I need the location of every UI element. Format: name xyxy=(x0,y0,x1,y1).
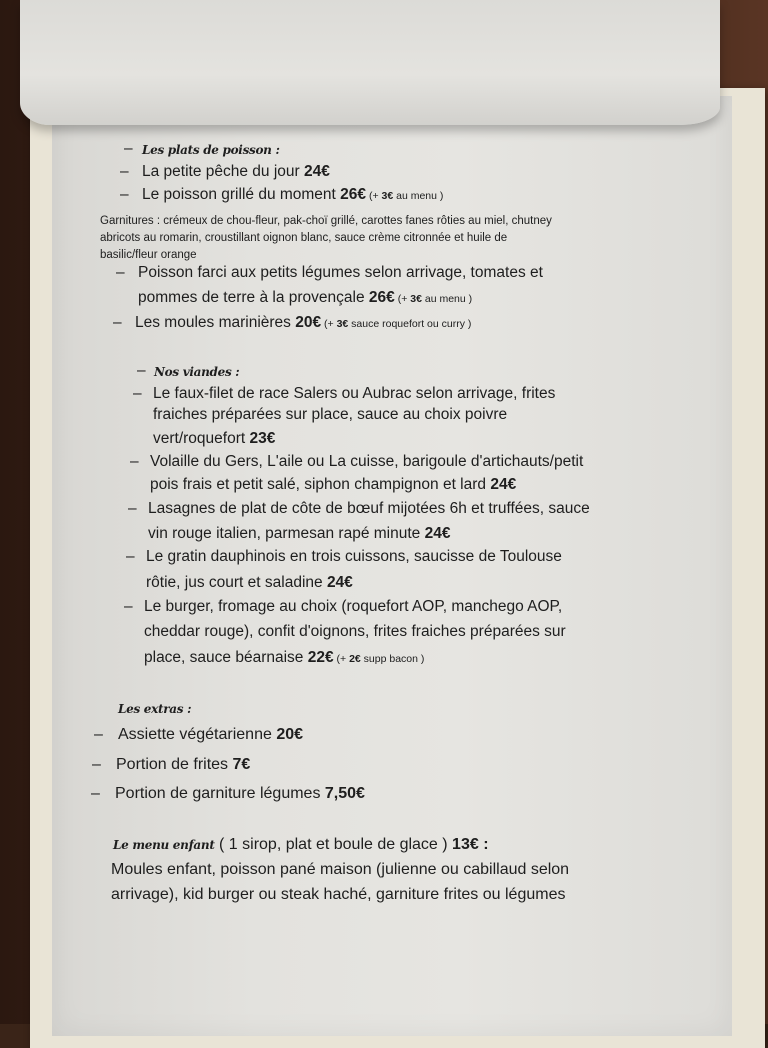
meat-item-3-line-2: vin rouge italien, parmesan rapé minute 24€ xyxy=(148,525,451,542)
item-dash: – xyxy=(92,756,101,773)
price: 20€ xyxy=(295,314,322,331)
meat-item-3-line-1: Lasagnes de plat de côte de bœuf mijotées 6h et truffées, sauce xyxy=(148,500,590,517)
meat-item-1-line-1: Le faux-filet de race Salers ou Aubrac selon arrivage, frites xyxy=(153,385,556,402)
kids-menu-line-1: Moules enfant, poisson pané maison (julienne ou cabillaud selon xyxy=(111,861,570,878)
meat-item-5-line-2: cheddar rouge), confit d'oignons, frites fraiches préparées sur xyxy=(144,623,566,640)
price: 22€ xyxy=(307,649,334,666)
meat-item-1-line-2: fraiches préparées sur place, sauce au choix poivre xyxy=(153,406,508,423)
price: 20€ xyxy=(276,726,304,743)
extra-item-1: Assiette végétarienne 20€ xyxy=(118,726,304,743)
kids-section-title: Le menu enfant xyxy=(113,838,215,852)
fish-item-3-line-1: Poisson farci aux petits légumes selon arrivage, tomates et xyxy=(138,264,543,281)
meat-section-title: Nos viandes : xyxy=(154,365,240,379)
garnish-line-1: Garnitures : crémeux de chou-fleur, pak-choï grillé, carottes fanes rôties au miel, chutney xyxy=(100,215,552,227)
item-dash: – xyxy=(130,453,139,470)
fish-item-1: La petite pêche du jour 24€ xyxy=(142,163,330,180)
section-dash: – xyxy=(137,362,146,379)
fish-item-3-line-2: pommes de terre à la provençale 26€ (+ 3€ au menu ) xyxy=(138,289,473,306)
price: 24€ xyxy=(326,574,353,591)
extra-item-2: Portion de frites 7€ xyxy=(116,756,251,773)
kids-menu-header: Le menu enfant ( 1 sirop, plat et boule de glace ) 13€ : xyxy=(113,836,489,853)
price: 7€ xyxy=(232,756,251,773)
price: 23€ xyxy=(249,430,276,447)
garnish-line-3: basilic/fleur orange xyxy=(100,249,197,261)
item-dash: – xyxy=(91,785,100,802)
item-dash: – xyxy=(113,314,122,331)
section-dash: – xyxy=(124,140,133,157)
meat-item-5-line-3: place, sauce béarnaise 22€ (+ 2€ supp bacon ) xyxy=(144,649,425,666)
price: 26€ xyxy=(368,289,395,306)
meat-item-4-line-1: Le gratin dauphinois en trois cuissons, saucisse de Toulouse xyxy=(146,548,562,565)
item-dash: – xyxy=(120,163,129,180)
meat-item-4-line-2: rôtie, jus court et saladine 24€ xyxy=(146,574,353,591)
price: 24€ xyxy=(304,163,330,180)
item-dash: – xyxy=(126,548,135,565)
price: 24€ xyxy=(490,476,517,493)
fish-section-title: Les plats de poisson : xyxy=(142,143,280,157)
garnish-line-2: abricots au romarin, croustillant oignon blanc, sauce crème citronnée et huile de xyxy=(100,232,508,244)
price: 26€ xyxy=(340,186,367,203)
item-dash: – xyxy=(94,726,103,743)
item-dash: – xyxy=(124,598,133,615)
meat-item-1-line-3: vert/roquefort 23€ xyxy=(153,430,276,447)
fish-item-4: Les moules marinières 20€ (+ 3€ sauce roquefort ou curry ) xyxy=(135,314,472,331)
item-dash: – xyxy=(128,500,137,517)
item-dash: – xyxy=(120,186,129,203)
kids-menu-line-2: arrivage), kid burger ou steak haché, garniture frites ou légumes xyxy=(111,886,566,903)
meat-item-2-line-1: Volaille du Gers, L'aile ou La cuisse, barigoule d'artichauts/petit xyxy=(150,453,584,470)
extras-section-title: Les extras : xyxy=(118,702,192,716)
price: 13€ xyxy=(452,836,479,853)
price: 24€ xyxy=(424,525,451,542)
extra-item-3: Portion de garniture légumes 7,50€ xyxy=(115,785,365,802)
price: 7,50€ xyxy=(324,785,365,802)
item-dash: – xyxy=(133,385,142,402)
meat-item-2-line-2: pois frais et petit salé, siphon champignon et lard 24€ xyxy=(150,476,517,493)
fish-item-2: Le poisson grillé du moment 26€ (+ 3€ au menu ) xyxy=(142,186,444,203)
item-dash: – xyxy=(116,264,125,281)
meat-item-5-line-1: Le burger, fromage au choix (roquefort AOP, manchego AOP, xyxy=(144,598,563,615)
